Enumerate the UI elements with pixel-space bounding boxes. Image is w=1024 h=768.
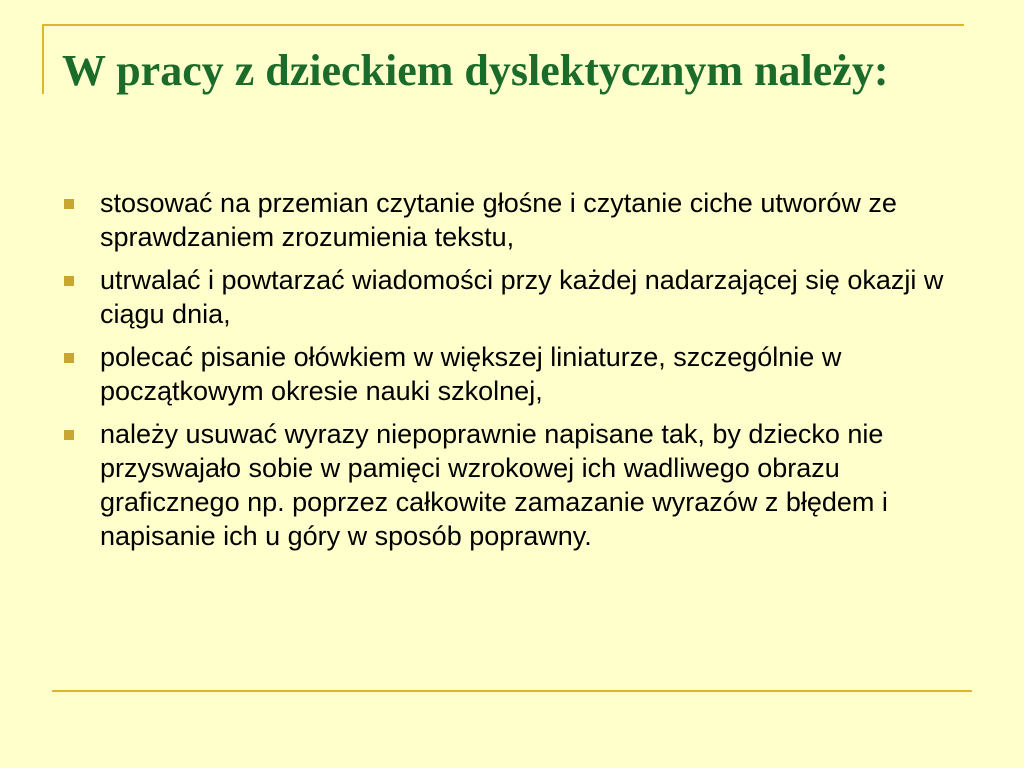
- bullet-text: należy usuwać wyrazy niepoprawnie napisane tak, by dziecko nie przyswajało sobie w pamięci wzrokowej ich wadliwego obrazu graficznego np. poprzez całkowite zamazanie wyrazów z błędem i napisanie ich u góry w sposób poprawny.: [100, 419, 888, 551]
- slide-title: W pracy z dzieckiem dyslektycznym należy:: [62, 46, 889, 95]
- bullet-text: stosować na przemian czytanie głośne i czytanie ciche utworów ze sprawdzaniem zrozumienia tekstu,: [100, 188, 897, 252]
- square-bullet-icon: [64, 430, 74, 440]
- square-bullet-icon: [64, 353, 74, 363]
- bullet-list: [62, 186, 962, 562]
- left-divider: [42, 24, 44, 94]
- square-bullet-icon: [64, 276, 74, 286]
- square-bullet-icon: [64, 199, 74, 209]
- bullet-item: [62, 263, 962, 331]
- bullet-text: polecać pisanie ołówkiem w większej liniaturze, szczególnie w początkowym okresie nauki szkolnej,: [100, 342, 842, 406]
- bullet-item: [62, 340, 962, 408]
- bullet-item: [62, 186, 962, 254]
- bottom-divider: [52, 690, 972, 692]
- top-divider: [42, 24, 964, 26]
- bullet-item: [62, 417, 962, 553]
- bullet-text: utrwalać i powtarzać wiadomości przy każdej nadarzającej się okazji w ciągu dnia,: [100, 265, 944, 329]
